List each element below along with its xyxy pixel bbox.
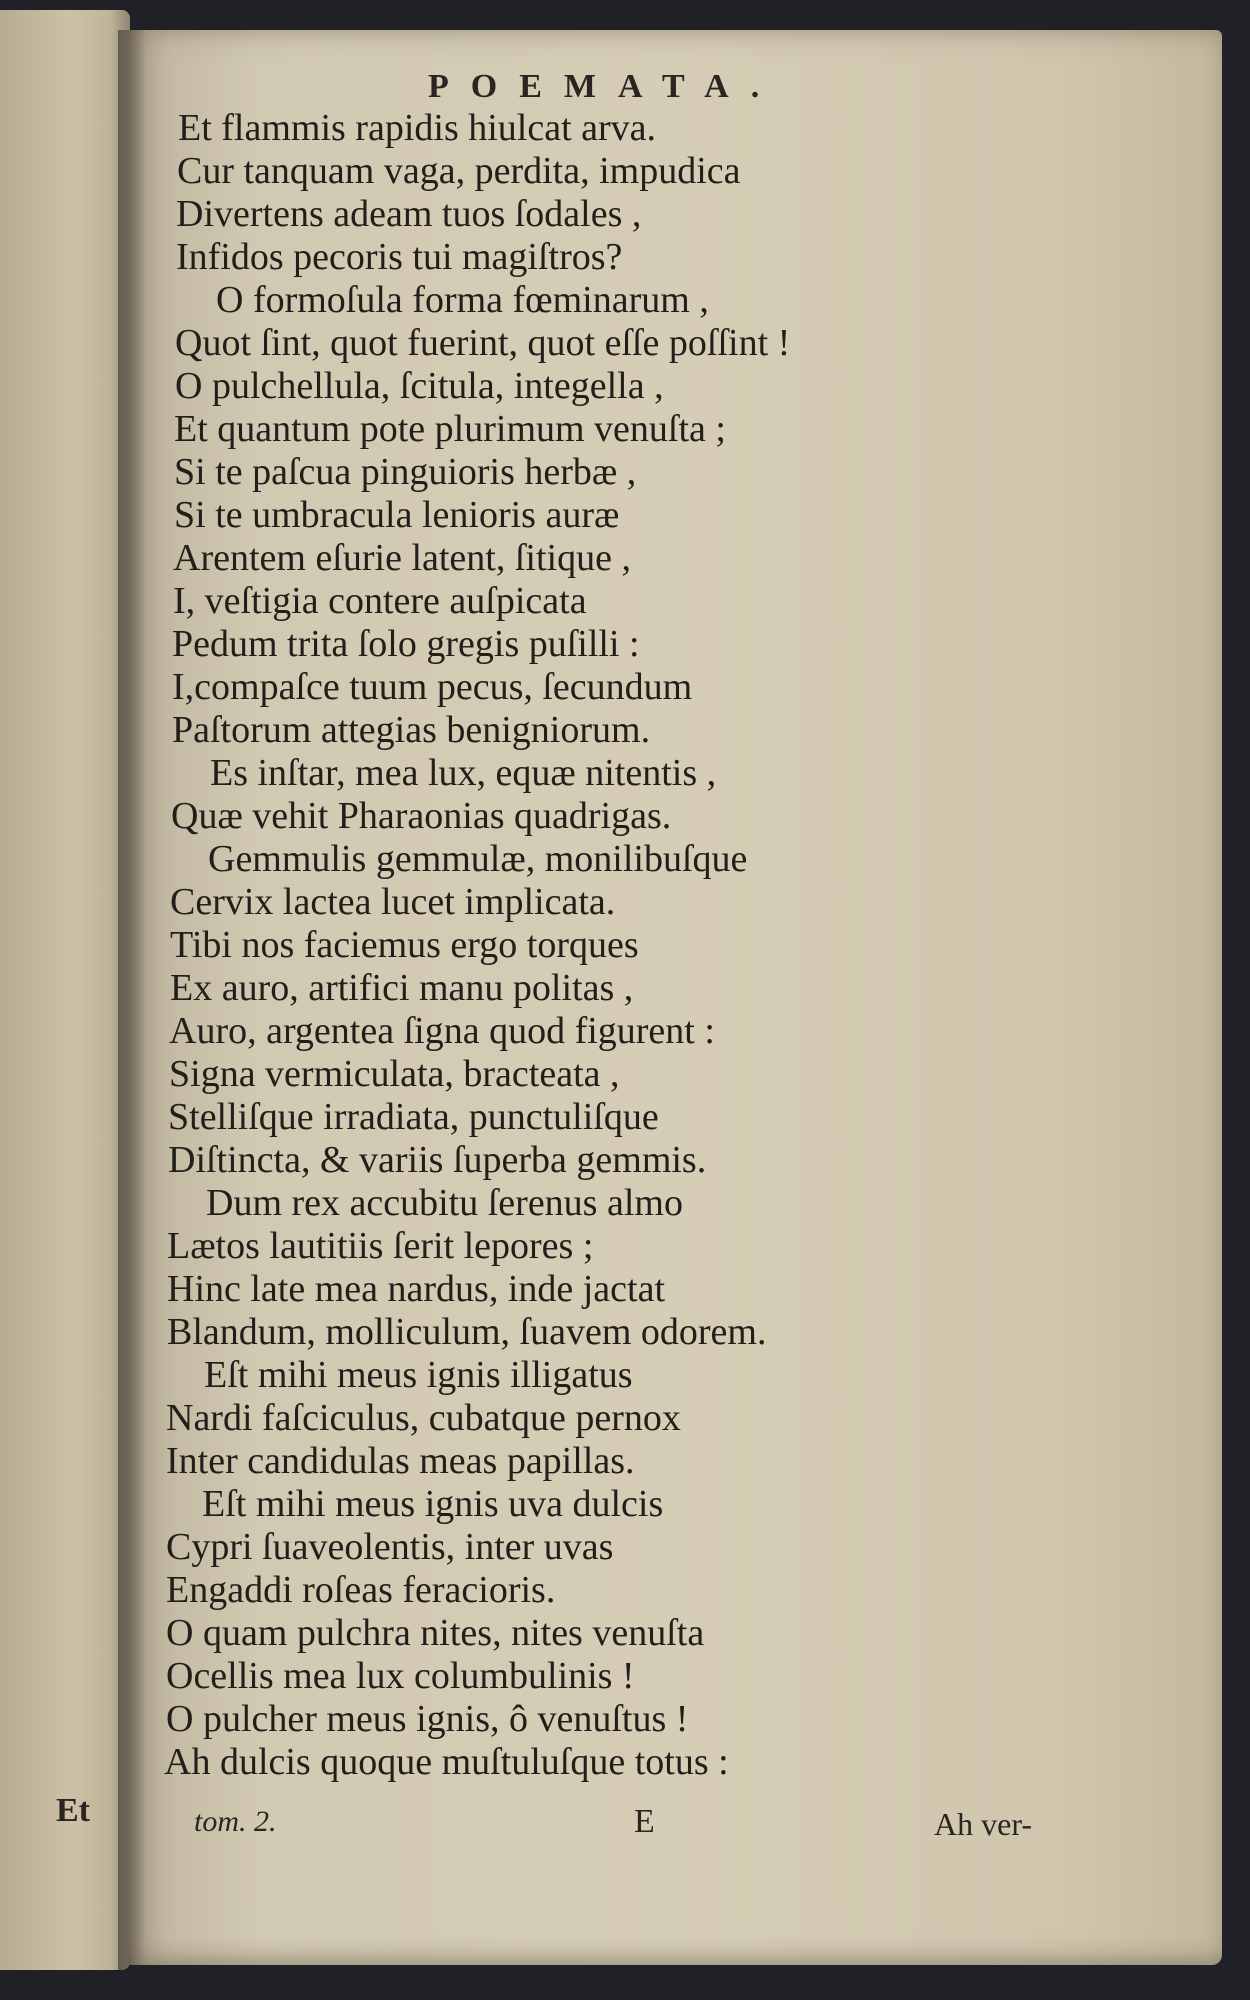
poem-line: I, veſtigia contere auſpicata	[173, 580, 587, 622]
poem-line: Ex auro, artifici manu politas ,	[170, 967, 634, 1009]
poem-line: Inter candidulas meas papillas.	[166, 1440, 635, 1482]
gutter-shadow	[118, 30, 146, 1970]
poem-line: Cur tanquam vaga, perdita, impudica	[177, 150, 741, 192]
poem-line: Blandum, molliculum, ſuavem odorem.	[167, 1311, 767, 1353]
poem-line: Ocellis mea lux columbulinis !	[166, 1655, 635, 1697]
poem-line: O pulchellula, ſcitula, integella ,	[175, 365, 664, 407]
poem-line: Et quantum pote plurimum venuſta ;	[174, 408, 726, 450]
poem-line: Et flammis rapidis hiulcat arva.	[178, 107, 657, 149]
poem-line: Cypri ſuaveolentis, inter uvas	[166, 1526, 614, 1568]
poem-line: Si te paſcua pinguioris herbæ ,	[174, 451, 637, 493]
poem-line: Lætos lautitiis ſerit lepores ;	[167, 1225, 594, 1267]
left-page-catchword: Et	[56, 1792, 90, 1829]
left-page-edge	[0, 10, 130, 1970]
running-head: POEMATA.	[428, 68, 782, 105]
poem-line: I,compaſce tuum pecus, ſecundum	[172, 666, 693, 708]
poem-line: Divertens adeam tuos ſodales ,	[176, 193, 642, 235]
poem-line: Ah dulcis quoque muſtuluſque totus :	[164, 1741, 729, 1783]
poem-line: Eſt mihi meus ignis uva dulcis	[202, 1483, 664, 1525]
poem-line: Arentem eſurie latent, ſitique ,	[173, 537, 631, 579]
poem-line: Paſtorum attegias benigniorum.	[172, 709, 651, 751]
poem-line: Cervix lactea lucet implicata.	[170, 881, 616, 923]
poem-line: Es inſtar, mea lux, equæ nitentis ,	[210, 752, 717, 794]
poem-line: Tibi nos faciemus ergo torques	[170, 924, 639, 966]
poem-line: Gemmulis gemmulæ, monilibuſque	[208, 838, 748, 880]
poem-line: Pedum trita ſolo gregis puſilli :	[172, 623, 640, 665]
poem-line: O pulcher meus ignis, ô venuſtus !	[166, 1698, 689, 1740]
poem-line: Infidos pecoris tui magiſtros?	[176, 236, 623, 278]
poem-line: Hinc late mea nardus, inde jactat	[167, 1268, 666, 1310]
poem-line: Quot ſint, quot fuerint, quot eſſe poſſint !	[175, 322, 791, 364]
poem-line: Signa vermiculata, bracteata ,	[169, 1053, 620, 1095]
poem-line: Si te umbracula lenioris auræ	[174, 494, 620, 536]
poem-line: Dum rex accubitu ſerenus almo	[206, 1182, 683, 1224]
catchword: Ah ver-	[934, 1806, 1032, 1842]
poem-line: Nardi faſciculus, cubatque pernox	[166, 1397, 681, 1439]
poem-line: Diſtincta, & variis ſuperba gemmis.	[168, 1139, 707, 1181]
gathering-mark: E	[634, 1803, 655, 1840]
poem-line: O quam pulchra nites, nites venuſta	[166, 1612, 705, 1654]
poem-line: Stelliſque irradiata, punctuliſque	[168, 1096, 659, 1138]
signature-mark: tom. 2.	[194, 1805, 277, 1838]
poem-line: Quæ vehit Pharaonias quadrigas.	[171, 795, 672, 837]
poem-line: Engaddi roſeas feracioris.	[166, 1569, 556, 1611]
poem-line: O formoſula forma fœminarum ,	[216, 279, 709, 321]
poem-line: Auro, argentea ſigna quod figurent :	[169, 1010, 715, 1052]
poem-line: Eſt mihi meus ignis illigatus	[204, 1354, 633, 1396]
